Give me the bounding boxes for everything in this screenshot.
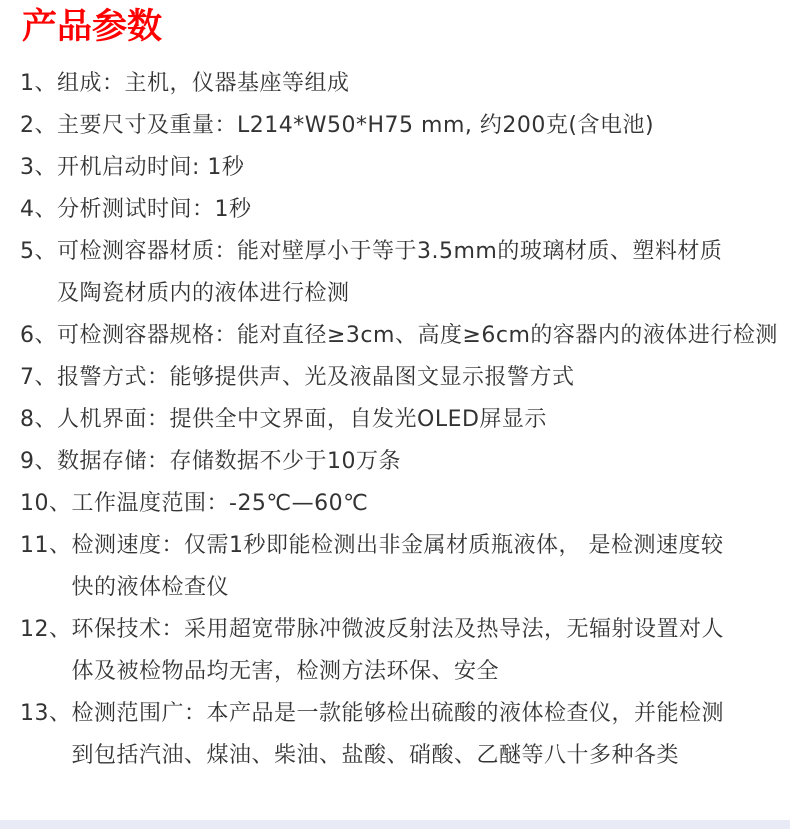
spec-item-line: 检测范围广：本产品是一款能够检出硫酸的液体检查仪，并能检测 xyxy=(71,701,725,726)
spec-list-item xyxy=(20,441,788,483)
spec-item-number: 6、 xyxy=(20,323,57,348)
spec-item-line: 可检测容器规格：能对直径≥3cm、高度≥6cm的容器内的液体进行检测 xyxy=(57,323,778,348)
spec-list-item xyxy=(20,105,788,147)
spec-item-line: 到包括汽油、煤油、柴油、盐酸、硝酸、乙醚等八十多种各类 xyxy=(71,743,680,768)
spec-item-number: 12、 xyxy=(20,617,72,642)
spec-list-item xyxy=(20,231,788,315)
spec-list-item xyxy=(20,147,788,189)
spec-list-item xyxy=(20,693,788,777)
spec-list-item xyxy=(20,315,788,357)
spec-list-item xyxy=(20,525,788,609)
spec-item-line: 工作温度范围：-25℃—60℃ xyxy=(71,491,369,516)
spec-list xyxy=(20,63,788,777)
spec-item-text xyxy=(57,399,788,441)
page-title: 产品参数 xyxy=(22,7,163,47)
spec-item-text xyxy=(72,609,789,693)
spec-item-text xyxy=(57,357,788,399)
spec-item-number: 3、 xyxy=(20,155,57,180)
spec-item-line: 数据存储：存储数据不少于10万条 xyxy=(57,449,401,474)
spec-item-line: 分析测试时间：1秒 xyxy=(57,197,252,222)
spec-item-number: 5、 xyxy=(20,239,57,264)
spec-item-line: 检测速度：仅需1秒即能检测出非金属材质瓶液体， 是检测速度较 xyxy=(71,533,724,558)
spec-item-number: 7、 xyxy=(20,365,57,390)
spec-item-text xyxy=(57,147,788,189)
spec-item-number: 10、 xyxy=(20,491,72,516)
spec-item-number: 2、 xyxy=(20,113,57,138)
spec-item-text xyxy=(57,189,788,231)
spec-list-item xyxy=(20,609,788,693)
spec-item-text xyxy=(57,63,788,105)
spec-item-text xyxy=(57,315,788,357)
spec-item-number: 1、 xyxy=(20,71,57,96)
spec-item-text xyxy=(72,483,789,525)
spec-item-text xyxy=(57,105,788,147)
spec-item-number: 4、 xyxy=(20,197,57,222)
spec-list-item xyxy=(20,63,788,105)
bottom-divider-bar xyxy=(0,820,790,829)
spec-item-line: 主要尺寸及重量：L214*W50*H75 mm, 约200克(含电池) xyxy=(57,113,655,138)
spec-list-item xyxy=(20,357,788,399)
spec-list-item xyxy=(20,399,788,441)
spec-item-number: 8、 xyxy=(20,407,57,432)
spec-item-number: 11、 xyxy=(20,533,72,558)
spec-item-text xyxy=(72,525,789,609)
spec-item-text xyxy=(57,441,788,483)
spec-item-line: 组成：主机，仪器基座等组成 xyxy=(57,71,350,96)
spec-item-number: 9、 xyxy=(20,449,57,474)
spec-item-number: 13、 xyxy=(20,701,72,726)
spec-item-line: 可检测容器材质：能对壁厚小于等于3.5mm的玻璃材质、塑料材质 xyxy=(57,239,723,264)
spec-item-line: 及陶瓷材质内的液体进行检测 xyxy=(57,281,350,306)
spec-list-item xyxy=(20,189,788,231)
spec-item-line: 体及被检物品均无害，检测方法环保、安全 xyxy=(71,659,500,684)
spec-list-item xyxy=(20,483,788,525)
spec-item-text xyxy=(57,231,788,315)
spec-item-line: 报警方式：能够提供声、光及液晶图文显示报警方式 xyxy=(57,365,575,390)
spec-item-line: 环保技术：采用超宽带脉冲微波反射法及热导法，无辐射设置对人 xyxy=(71,617,725,642)
spec-item-text xyxy=(72,693,789,777)
spec-item-line: 人机界面：提供全中文界面，自发光OLED屏显示 xyxy=(57,407,547,432)
spec-item-line: 开机启动时间: 1秒 xyxy=(57,155,245,180)
spec-item-line: 快的液体检查仪 xyxy=(71,575,230,600)
